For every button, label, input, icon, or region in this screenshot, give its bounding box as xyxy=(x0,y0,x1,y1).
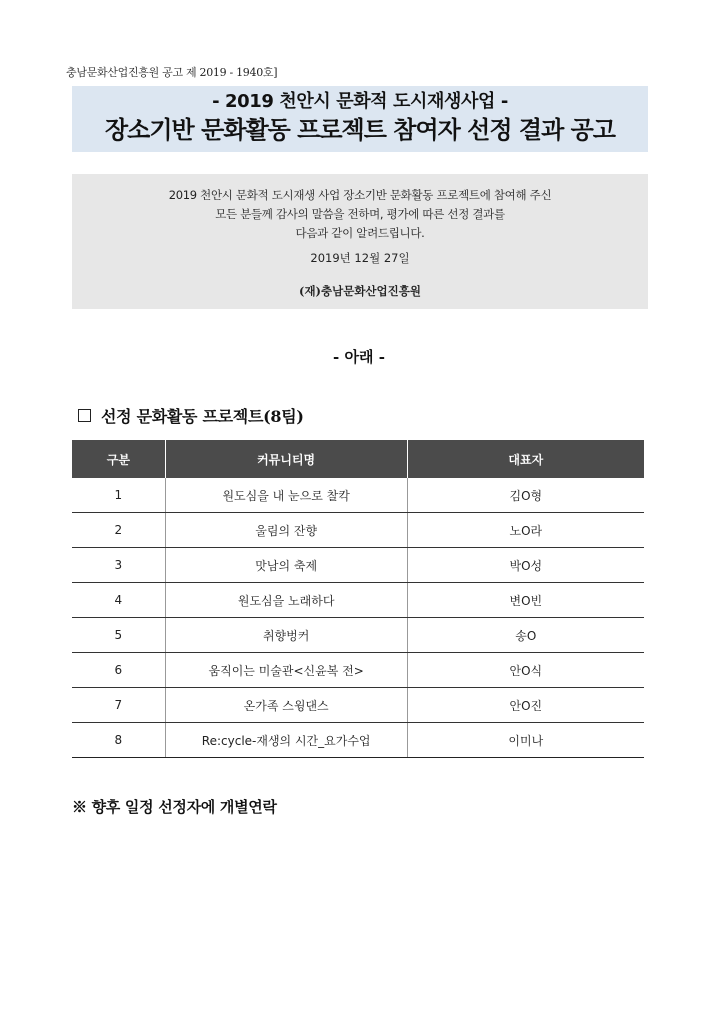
representative-name: 송O xyxy=(407,618,644,653)
table-header-row xyxy=(72,440,644,478)
row-number: 7 xyxy=(72,688,165,723)
table-row xyxy=(72,548,644,583)
community-name: Re:cycle-재생의 시간_요가수업 xyxy=(165,723,407,758)
community-name: 취향벙커 xyxy=(165,618,407,653)
page-title: 장소기반 문화활동 프로젝트 참여자 선정 결과 공고 xyxy=(105,116,615,144)
representative-name: 변O빈 xyxy=(407,583,644,618)
section-heading-text: 선정 문화활동 프로젝트(8팀) xyxy=(101,407,304,426)
notice-line: 다음과 같이 알려드립니다. xyxy=(295,226,425,240)
table-row xyxy=(72,688,644,723)
notice-line: 모든 분들께 감사의 말씀을 전하며, 평가에 따른 선정 결과를 xyxy=(215,207,505,221)
table-row xyxy=(72,478,644,513)
row-number: 2 xyxy=(72,513,165,548)
representative-name: 박O성 xyxy=(407,548,644,583)
community-name: 움직이는 미술관<신윤복 전> xyxy=(165,653,407,688)
notice-box xyxy=(72,174,648,309)
column-header-community: 커뮤니티명 xyxy=(165,440,407,478)
checkbox-icon xyxy=(78,409,91,422)
notice-organization: (재)충남문화산업진흥원 xyxy=(299,284,421,298)
community-name: 울림의 잔향 xyxy=(165,513,407,548)
title-subtitle: - 2019 천안시 문화적 도시재생사업 - xyxy=(212,91,508,112)
announcement-reference: 충남문화산업진흥원 공고 제 2019 - 1940호] xyxy=(66,66,278,79)
notice-date: 2019년 12월 27일 xyxy=(310,251,410,265)
table-row xyxy=(72,618,644,653)
table-row xyxy=(72,723,644,758)
follow-up-note: ※ 향후 일정 선정자에 개별연락 xyxy=(72,798,277,816)
title-banner xyxy=(72,86,648,152)
table-row xyxy=(72,583,644,618)
row-number: 1 xyxy=(72,478,165,513)
representative-name: 노O라 xyxy=(407,513,644,548)
community-name: 맛남의 축제 xyxy=(165,548,407,583)
row-number: 5 xyxy=(72,618,165,653)
community-name: 원도심을 노래하다 xyxy=(165,583,407,618)
row-number: 8 xyxy=(72,723,165,758)
row-number: 6 xyxy=(72,653,165,688)
representative-name: 안O식 xyxy=(407,653,644,688)
representative-name: 이미나 xyxy=(407,723,644,758)
selection-table xyxy=(72,440,644,758)
row-number: 3 xyxy=(72,548,165,583)
representative-name: 안O진 xyxy=(407,688,644,723)
community-name: 온가족 스윙댄스 xyxy=(165,688,407,723)
notice-line: 2019 천안시 문화적 도시재생 사업 장소기반 문화활동 프로젝트에 참여해 주신 xyxy=(168,188,552,202)
table-row xyxy=(72,653,644,688)
row-number: 4 xyxy=(72,583,165,618)
table-row xyxy=(72,513,644,548)
column-header-number: 구분 xyxy=(72,440,165,478)
section-heading xyxy=(78,404,304,427)
below-label: - 아래 - xyxy=(333,348,385,366)
column-header-representative: 대표자 xyxy=(407,440,644,478)
community-name: 원도심을 내 눈으로 찰칵 xyxy=(165,478,407,513)
notice-text xyxy=(72,174,648,243)
representative-name: 김O형 xyxy=(407,478,644,513)
